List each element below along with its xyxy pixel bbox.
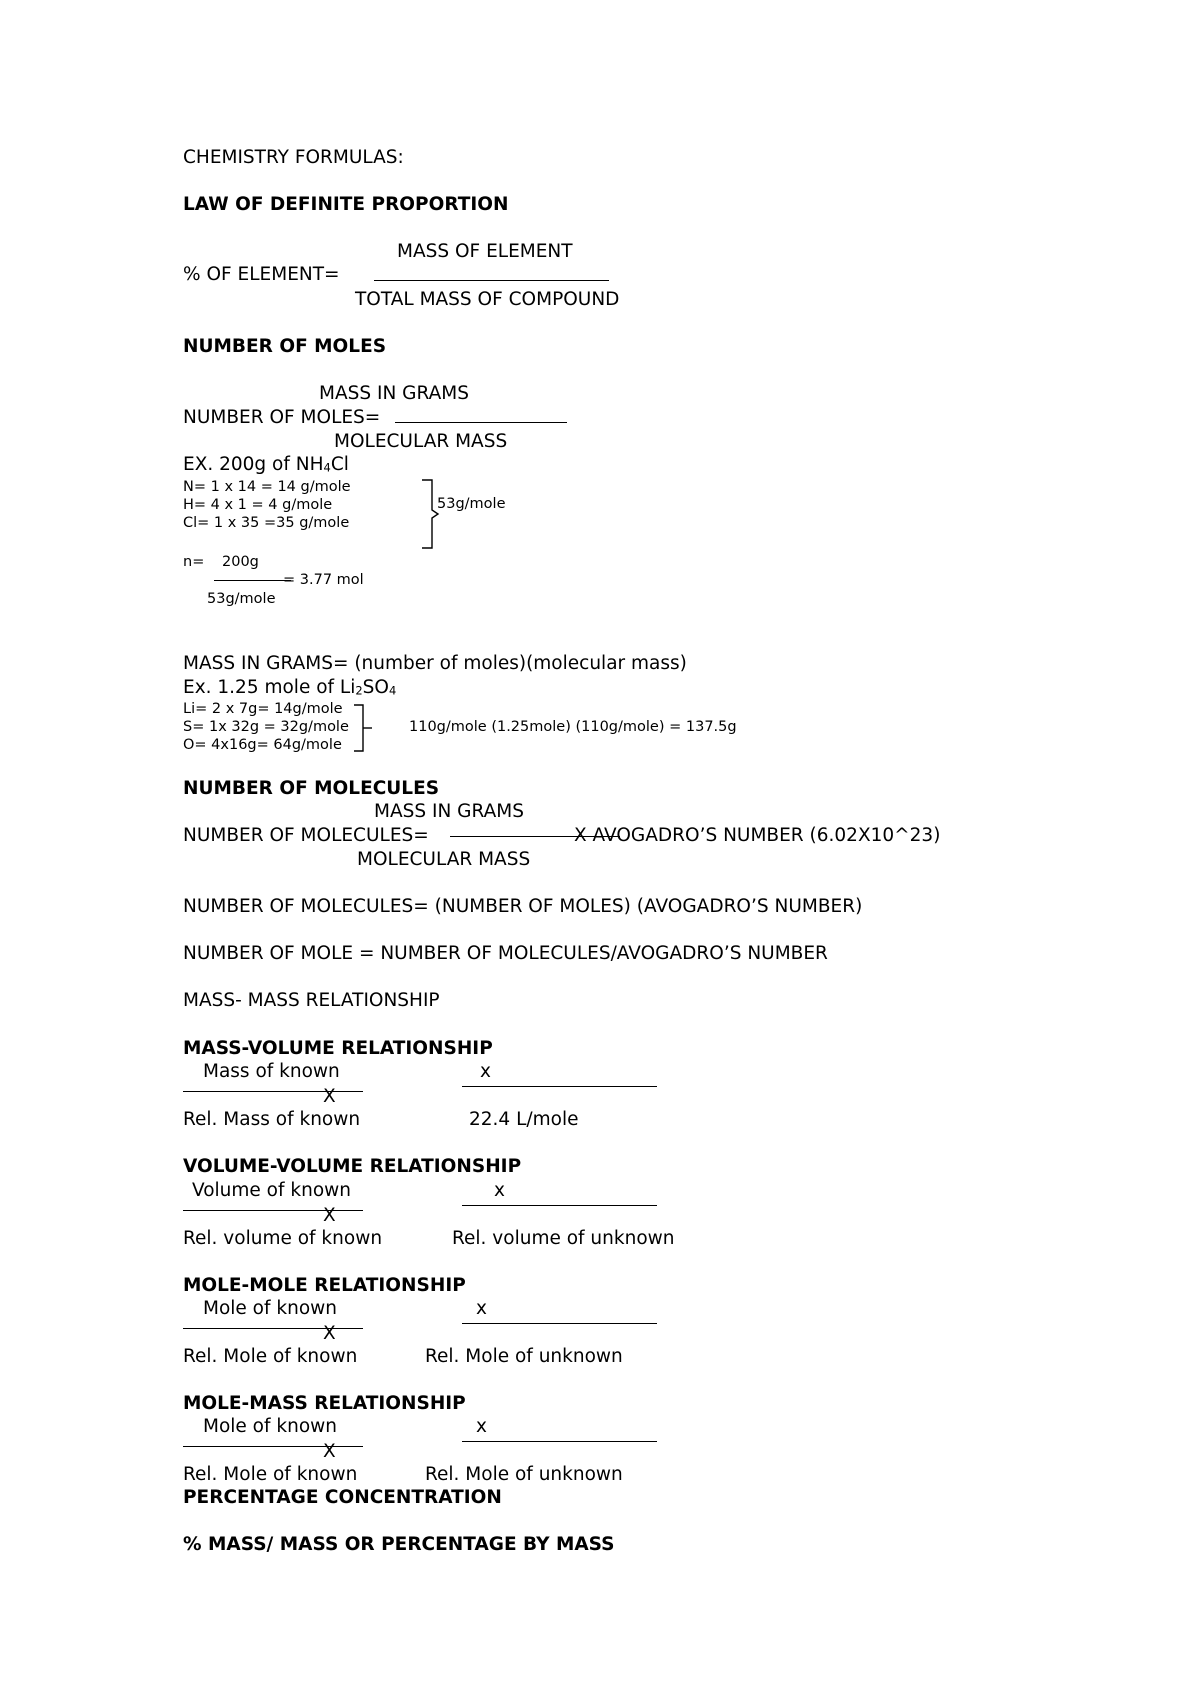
fraction-bar bbox=[374, 280, 609, 281]
relationship-heading: VOLUME-VOLUME RELATIONSHIP bbox=[183, 1156, 522, 1177]
relationship-heading: MASS-VOLUME RELATIONSHIP bbox=[183, 1038, 493, 1059]
relationship-num-left: Mass of known bbox=[203, 1061, 340, 1082]
relationship-heading: MOLE-MOLE RELATIONSHIP bbox=[183, 1275, 466, 1296]
relationship-num-left: Volume of known bbox=[192, 1180, 352, 1201]
fraction-bar bbox=[462, 1086, 657, 1087]
moles-total: 53g/mole bbox=[437, 496, 506, 512]
times-sign: X bbox=[323, 1205, 336, 1226]
times-sign: X bbox=[323, 1086, 336, 1107]
moles-calc-line: Cl= 1 x 35 =35 g/mole bbox=[183, 515, 350, 531]
mass-calc-line: S= 1x 32g = 32g/mole bbox=[183, 719, 349, 735]
relationship-den-left: Rel. Mole of known bbox=[183, 1464, 358, 1485]
definite-label: % OF ELEMENT= bbox=[183, 264, 340, 285]
mass-calc-line: Li= 2 x 7g= 14g/mole bbox=[183, 701, 343, 717]
definite-numerator: MASS OF ELEMENT bbox=[397, 241, 573, 262]
relationship-den-right: Rel. Mole of unknown bbox=[425, 1346, 623, 1367]
mass-result: 110g/mole (1.25mole) (110g/mole) = 137.5g bbox=[409, 719, 737, 735]
moles-example: EX. 200g of $NH_4Cl$ bbox=[183, 454, 349, 475]
fraction-bar bbox=[462, 1441, 657, 1442]
molecules-label: NUMBER OF MOLECULES= bbox=[183, 825, 429, 846]
molecules-line-2: NUMBER OF MOLECULES= (NUMBER OF MOLES) (AVOGADRO’S NUMBER) bbox=[183, 896, 863, 917]
relationship-num-right: x bbox=[476, 1416, 487, 1437]
moles-calc-line: N= 1 x 14 = 14 g/mole bbox=[183, 479, 351, 495]
moles-label: NUMBER OF MOLES= bbox=[183, 407, 381, 428]
mass-grams-formula: MASS IN GRAMS= (number of moles)(molecular mass) bbox=[183, 653, 687, 674]
molecules-suffix: X AVOGADRO’S NUMBER (6.02X10^23) bbox=[574, 825, 941, 846]
molecules-line-3: NUMBER OF MOLE = NUMBER OF MOLECULES/AVOGADRO’S NUMBER bbox=[183, 943, 828, 964]
relationship-den-right: 22.4 L/mole bbox=[469, 1109, 579, 1130]
fraction-bar bbox=[183, 1328, 363, 1329]
fraction-bar bbox=[462, 1205, 657, 1206]
relationship-den-left: Rel. Mole of known bbox=[183, 1346, 358, 1367]
times-sign: X bbox=[323, 1441, 336, 1462]
mass-grams-example: Ex. 1.25 mole of $Li_2SO_4$ bbox=[183, 677, 397, 698]
n-denominator: 53g/mole bbox=[207, 591, 276, 607]
document-title: CHEMISTRY FORMULAS: bbox=[183, 147, 404, 168]
times-sign: X bbox=[323, 1323, 336, 1344]
n-result: = 3.77 mol bbox=[283, 572, 364, 588]
moles-numerator: MASS IN GRAMS bbox=[319, 383, 469, 404]
fraction-bar bbox=[183, 1210, 363, 1211]
relationship-num-right: x bbox=[476, 1298, 487, 1319]
relationship-num-left: Mole of known bbox=[203, 1416, 338, 1437]
percentage-heading: PERCENTAGE CONCENTRATION bbox=[183, 1487, 502, 1508]
fraction-bar bbox=[395, 422, 567, 423]
percentage-subheading: % MASS/ MASS OR PERCENTAGE BY MASS bbox=[183, 1534, 615, 1555]
fraction-bar bbox=[183, 1446, 363, 1447]
fraction-bar bbox=[214, 580, 291, 581]
moles-calc-line: H= 4 x 1 = 4 g/mole bbox=[183, 497, 333, 513]
molecules-numerator: MASS IN GRAMS bbox=[374, 801, 524, 822]
bracket-arrow-icon bbox=[352, 703, 376, 753]
relationship-den-left: Rel. volume of known bbox=[183, 1228, 383, 1249]
molecules-denominator: MOLECULAR MASS bbox=[357, 849, 531, 870]
moles-denominator: MOLECULAR MASS bbox=[334, 431, 508, 452]
relationship-den-left: Rel. Mass of known bbox=[183, 1109, 361, 1130]
moles-heading: NUMBER OF MOLES bbox=[183, 336, 387, 357]
curly-brace-icon bbox=[420, 478, 440, 550]
relationship-num-right: x bbox=[494, 1180, 505, 1201]
fraction-bar bbox=[183, 1091, 363, 1092]
molecules-heading: NUMBER OF MOLECULES bbox=[183, 778, 440, 799]
relationship-num-left: Mole of known bbox=[203, 1298, 338, 1319]
definite-denominator: TOTAL MASS OF COMPOUND bbox=[355, 289, 620, 310]
n-label: n= bbox=[183, 554, 205, 570]
n-numerator: 200g bbox=[222, 554, 259, 570]
definite-heading: LAW OF DEFINITE PROPORTION bbox=[183, 194, 509, 215]
mass-mass-heading: MASS- MASS RELATIONSHIP bbox=[183, 990, 440, 1011]
relationship-heading: MOLE-MASS RELATIONSHIP bbox=[183, 1393, 466, 1414]
fraction-bar bbox=[462, 1323, 657, 1324]
relationship-den-right: Rel. Mole of unknown bbox=[425, 1464, 623, 1485]
relationship-num-right: x bbox=[480, 1061, 491, 1082]
mass-calc-line: O= 4x16g= 64g/mole bbox=[183, 737, 342, 753]
relationship-den-right: Rel. volume of unknown bbox=[452, 1228, 675, 1249]
